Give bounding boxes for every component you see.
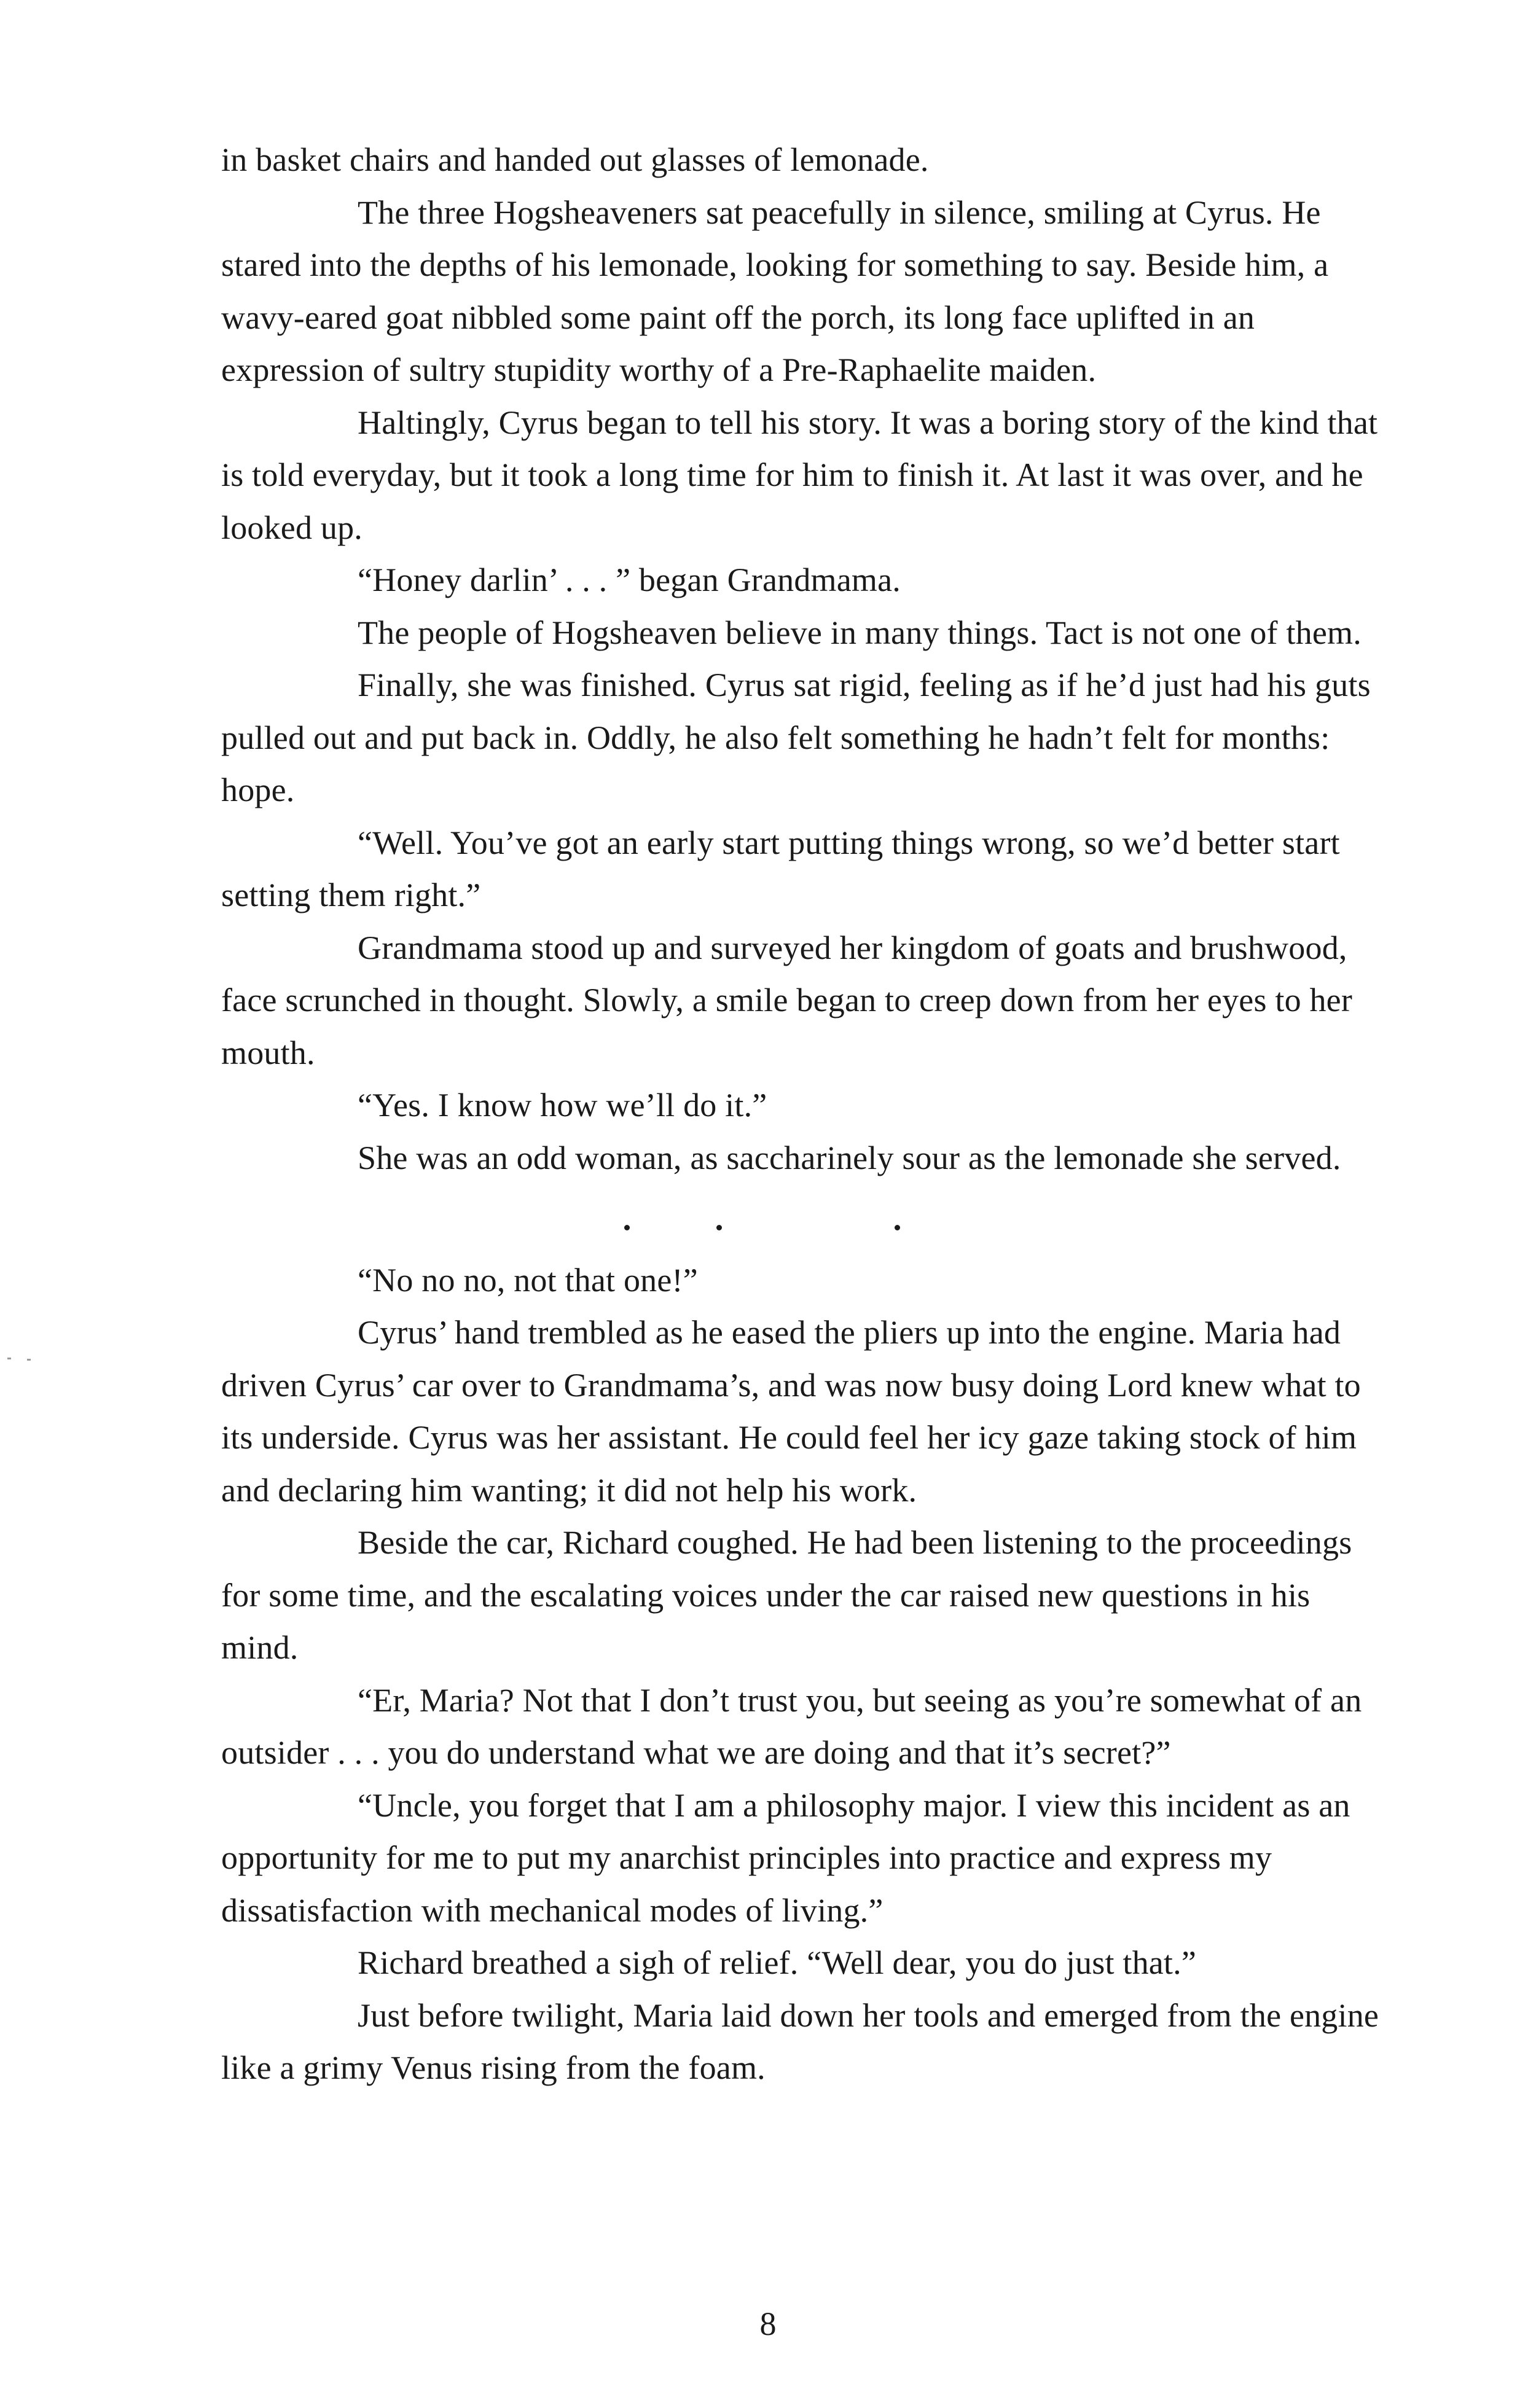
section-break (221, 1202, 1389, 1254)
body-text (221, 134, 1389, 2095)
paragraph: Haltingly, Cyrus began to tell his story. It was a boring story of the kind that is told everyday, but it took a long time for him to finish it. At last it was over, and he looked up. (221, 404, 1378, 546)
paragraph: The people of Hogsheaven believe in many things. Tact is not one of them. (358, 614, 1362, 651)
paragraph: “Er, Maria? Not that I don’t trust you, but seeing as you’re somewhat of an outsider . . . you do understand what we are doing and that it’s secret?” (221, 1681, 1362, 1771)
paragraph: Cyrus’ hand trembled as he eased the pliers up into the engine. Maria had driven Cyrus’ car over to Grandmama’s, and was now busy doing Lord knew what to its underside. Cyrus was her assistant. He could feel her icy gaze taking stock of him and declaring him wanting; it did not help his work. (221, 1314, 1361, 1509)
section-break-dot (624, 1225, 630, 1230)
paragraph: “Yes. I know how we’ll do it.” (358, 1087, 767, 1124)
paragraph: Just before twilight, Maria laid down her tools and emerged from the engine like a grimy Venus rising from the foam. (221, 1996, 1379, 2086)
paragraph: in basket chairs and handed out glasses of lemonade. (221, 141, 929, 178)
paragraph-group-1 (221, 134, 1389, 1184)
paragraph-group-2 (221, 1254, 1389, 2095)
paragraph: Grandmama stood up and surveyed her kingdom of goats and brushwood, face scrunched in thought. Slowly, a smile began to creep down from her eyes to her mouth. (221, 929, 1353, 1071)
page-number: 8 (759, 2305, 777, 2342)
paragraph: “Well. You’ve got an early start putting things wrong, so we’d better start setting them right.” (221, 824, 1340, 913)
paragraph: Finally, she was finished. Cyrus sat rigid, feeling as if he’d just had his guts pulled out and put back in. Oddly, he also felt something he hadn’t felt for months: hope. (221, 666, 1371, 808)
paragraph: “Uncle, you forget that I am a philosophy major. I view this incident as an opportunity for me to put my anarchist principles into practice and express my dissatisfaction with mechanical modes of living.” (221, 1786, 1350, 1929)
scan-speck (7, 1358, 11, 1359)
scan-speck (27, 1359, 31, 1361)
section-break-dot (716, 1225, 722, 1230)
paragraph: The three Hogsheaveners sat peacefully in silence, smiling at Cyrus. He stared into the depths of his lemonade, looking for something to say. Beside him, a wavy-eared goat nibbled some paint off the porch, its long face uplifted in an expression of sultry stupidity worthy of a Pre-Raphaelite maiden. (221, 194, 1329, 388)
section-break-dot (895, 1225, 900, 1230)
paragraph: “Honey darlin’ . . . ” began Grandmama. (358, 561, 901, 598)
paragraph: “No no no, not that one!” (358, 1261, 698, 1299)
paragraph: Beside the car, Richard coughed. He had been listening to the proceedings for some time, and the escalating voices under the car raised new questions in his mind. (221, 1524, 1352, 1666)
paragraph: She was an odd woman, as saccharinely sour as the lemonade she served. (358, 1139, 1341, 1176)
paragraph: Richard breathed a sigh of relief. “Well dear, you do just that.” (358, 1944, 1197, 1981)
